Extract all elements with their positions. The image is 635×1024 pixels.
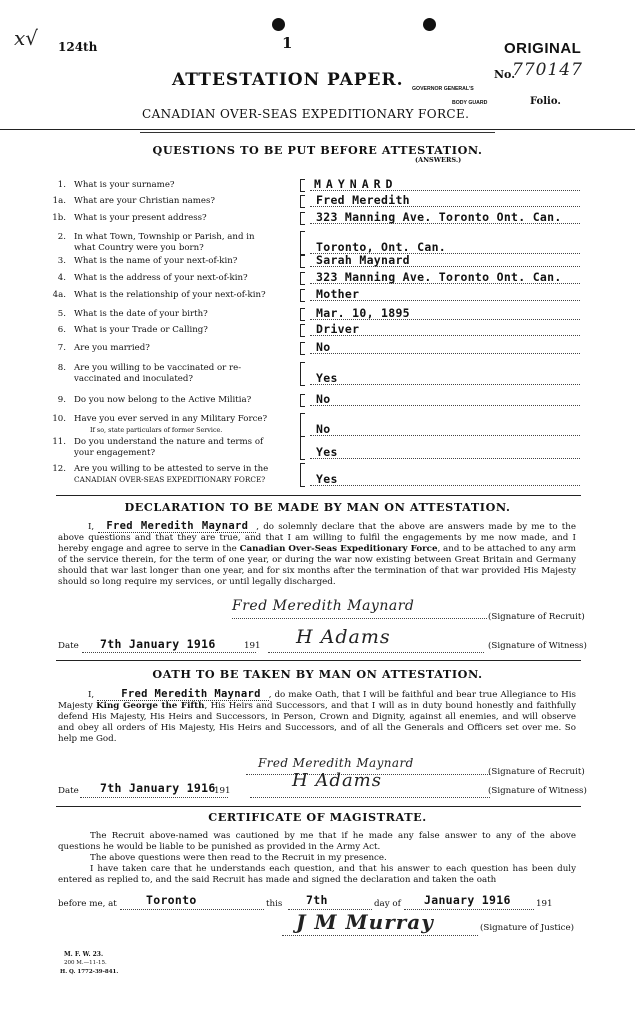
oath-text bbox=[58, 689, 576, 745]
question-number: 11. bbox=[52, 437, 66, 447]
question-number: 12. bbox=[52, 464, 66, 474]
declaration-text-2: , and to be attached to any arm of the service therein, for the term of one year, or during the war now existing between Great Britain and Germany should that war last longer than one year, and for six months after the termination of that war provided His Majesty should so long require my services, or until legally discharged. bbox=[58, 544, 576, 588]
answer-value: Yes bbox=[316, 371, 338, 385]
battalion-label: 124th bbox=[58, 40, 98, 54]
oath-heading: OATH TO BE TAKEN BY MAN ON ATTESTATION. bbox=[152, 667, 483, 681]
magistrate-para-3: I have taken care that he understands each question, and that his answer to each question has been duly entered as replied to, and the said Recruit has made and signed the declaration and taken the oath bbox=[58, 864, 576, 886]
magistrate-year-suffix: 191 bbox=[536, 899, 553, 909]
question-text-continued: what Country were you born? bbox=[74, 243, 204, 253]
oath-date-label: Date bbox=[58, 786, 79, 796]
oath-witness-signature: H Adams bbox=[292, 770, 382, 791]
question-text-continued: CANADIAN OVER-SEAS EXPEDITIONARY FORCE? bbox=[74, 475, 266, 484]
question-text: What is the relationship of your next-of-kin? bbox=[74, 290, 266, 300]
declaration-name: Fred Meredith Maynard bbox=[98, 520, 256, 533]
answer-value: No bbox=[316, 392, 331, 406]
answer-bracket bbox=[300, 231, 305, 255]
folio-label: Folio. bbox=[530, 96, 561, 107]
question-text: What is your present address? bbox=[74, 213, 207, 223]
answer-value: MAYNARD bbox=[314, 177, 398, 191]
number-label: No. bbox=[494, 68, 516, 81]
recruit-signature-label: (Signature of Recruit) bbox=[488, 612, 585, 622]
question-text: Are you married? bbox=[74, 343, 150, 353]
answer-value: Yes bbox=[316, 445, 338, 459]
answer-line bbox=[310, 384, 580, 385]
body-guard-line: BODY GUARD bbox=[452, 100, 488, 106]
header-rule bbox=[0, 129, 635, 130]
answer-line bbox=[310, 458, 580, 459]
answer-bracket bbox=[300, 308, 305, 321]
answer-value: Driver bbox=[316, 322, 360, 336]
witness-signature-line bbox=[268, 652, 484, 653]
answer-value: 323 Manning Ave. Toronto Ont. Can. bbox=[316, 210, 562, 224]
magistrate-day: 7th bbox=[306, 893, 328, 907]
recruit-signature: Fred Meredith Maynard bbox=[232, 598, 415, 614]
answer-bracket bbox=[300, 179, 305, 192]
question-number: 6. bbox=[57, 325, 66, 335]
magistrate-text bbox=[58, 831, 576, 886]
answer-bracket bbox=[300, 463, 305, 487]
punch-hole bbox=[423, 18, 436, 31]
answer-bracket bbox=[300, 342, 305, 355]
date-line bbox=[82, 652, 256, 653]
question-text: Have you ever served in any Military Force? bbox=[74, 414, 268, 424]
oath-king-name: King George the Fifth bbox=[96, 701, 205, 712]
question-text: What is your surname? bbox=[74, 180, 175, 190]
original-stamp: ORIGINAL bbox=[504, 40, 582, 57]
answer-value: Yes bbox=[316, 472, 338, 486]
answer-bracket bbox=[300, 212, 305, 225]
question-number: 2. bbox=[57, 232, 66, 242]
justice-signature-label: (Signature of Justice) bbox=[480, 923, 575, 933]
oath-witness-signature-line bbox=[250, 797, 490, 798]
question-text-continued: vaccinated and inoculated? bbox=[74, 374, 193, 384]
oath-recruit-signature: Fred Meredith Maynard bbox=[258, 756, 414, 770]
declaration-heading: DECLARATION TO BE MADE BY MAN ON ATTESTATION. bbox=[124, 500, 511, 514]
answer-value: No bbox=[316, 422, 331, 436]
oath-text-2: , His Heirs and Successors, and that I will as in duty bound honestly and faithfully defend His Majesty, His Heirs and Successors, in Person, Crown and Dignity, against all enemies, and will observe and obey all orders of His Majesty, His Heirs and Successors, and of all the Generals and Officers set over me. So help me God. bbox=[58, 701, 576, 745]
question-text: What is your Trade or Calling? bbox=[74, 325, 208, 335]
question-text: What is the name of your next-of-kin? bbox=[74, 256, 238, 266]
section-rule bbox=[56, 495, 581, 496]
question-number: 1. bbox=[57, 180, 66, 190]
witness-signature-label: (Signature of Witness) bbox=[488, 641, 587, 651]
header-rule-short bbox=[140, 132, 495, 133]
print-run: 200 M.—11-15. bbox=[64, 960, 107, 966]
question-text: Do you now belong to the Active Militia? bbox=[74, 395, 252, 405]
question-number: 4a. bbox=[52, 290, 66, 300]
governor-general-line: GOVERNOR GENERAL'S bbox=[412, 86, 474, 92]
oath-recruit-signature-label: (Signature of Recruit) bbox=[488, 767, 585, 777]
answer-bracket bbox=[300, 436, 305, 460]
answer-value: Sarah Maynard bbox=[316, 253, 410, 267]
answer-value: Mar. 10, 1895 bbox=[316, 306, 410, 320]
answer-bracket bbox=[300, 289, 305, 302]
punch-hole bbox=[272, 18, 285, 31]
question-number: 7. bbox=[57, 343, 66, 353]
magistrate-heading: CERTIFICATE OF MAGISTRATE. bbox=[208, 810, 427, 824]
oath-date-line bbox=[80, 797, 228, 798]
answer-line bbox=[310, 353, 580, 354]
justice-signature-line bbox=[282, 935, 478, 936]
answer-bracket bbox=[300, 255, 305, 268]
magistrate-place: Toronto bbox=[146, 893, 197, 907]
witness-signature: H Adams bbox=[296, 626, 391, 648]
question-number: 5. bbox=[57, 309, 66, 319]
answer-line bbox=[310, 435, 580, 436]
year-suffix: 191 bbox=[244, 641, 261, 651]
document-title: ATTESTATION PAPER. bbox=[172, 70, 404, 90]
oath-year-suffix: 191 bbox=[214, 786, 231, 796]
question-text: What are your Christian names? bbox=[74, 196, 216, 206]
question-text-continued: your engagement? bbox=[74, 448, 156, 458]
regimental-number: 770147 bbox=[512, 60, 583, 80]
answer-bracket bbox=[300, 324, 305, 337]
question-number: 1a. bbox=[52, 196, 66, 206]
answer-bracket bbox=[300, 394, 305, 407]
magistrate-month-year: January 1916 bbox=[424, 893, 511, 907]
date-label: Date bbox=[58, 641, 79, 651]
answer-line bbox=[310, 485, 580, 486]
answer-value: No bbox=[316, 340, 331, 354]
question-number: 9. bbox=[57, 395, 66, 405]
oath-date: 7th January 1916 bbox=[100, 781, 216, 795]
question-number: 3. bbox=[57, 256, 66, 266]
question-text: Are you willing to be vaccinated or re- bbox=[74, 363, 242, 373]
section-rule bbox=[56, 660, 581, 661]
form-code: M. F. W. 23. bbox=[64, 951, 104, 958]
document-subtitle: CANADIAN OVER-SEAS EXPEDITIONARY FORCE. bbox=[142, 107, 470, 121]
question-text: What is the date of your birth? bbox=[74, 309, 208, 319]
question-number: 4. bbox=[57, 273, 66, 283]
declaration-prefix: I, bbox=[88, 522, 95, 532]
declaration-text bbox=[58, 521, 576, 589]
this-label: this bbox=[266, 899, 283, 909]
answer-bracket bbox=[300, 413, 305, 437]
questions-heading: QUESTIONS TO BE PUT BEFORE ATTESTATION. bbox=[152, 143, 483, 157]
magistrate-para-1: The Recruit above-named was cautioned by me that if he made any false answer to any of the above questions he would be liable to be punished as provided in the Army Act. bbox=[58, 831, 576, 853]
answer-bracket bbox=[300, 272, 305, 285]
answer-value: 323 Manning Ave. Toronto Ont. Can. bbox=[316, 270, 562, 284]
oath-witness-signature-label: (Signature of Witness) bbox=[488, 786, 587, 796]
question-number: 8. bbox=[57, 363, 66, 373]
question-text: What is the address of your next-of-kin? bbox=[74, 273, 248, 283]
declaration-date: 7th January 1916 bbox=[100, 637, 216, 651]
answer-line bbox=[310, 405, 580, 406]
magistrate-para-2: The above questions were then read to the Recruit in my presence. bbox=[90, 853, 387, 864]
answer-value: Mother bbox=[316, 287, 360, 301]
declaration-text-1: , do solemnly declare that the above are answers made by me to the above questions and that they are true, and that I am willing to fulfil the engagements by me now made, and I hereby engage and agree to serve in the bbox=[58, 522, 576, 555]
question-number: 10. bbox=[52, 414, 66, 424]
place-line bbox=[120, 909, 264, 910]
question-text-continued: If so, state particulars of former Service. bbox=[90, 426, 223, 434]
corner-mark: x√ bbox=[14, 26, 39, 50]
oath-prefix: I, bbox=[88, 690, 95, 700]
question-text: Are you willing to be attested to serve in the bbox=[74, 464, 269, 474]
answers-label: (ANSWERS.) bbox=[415, 156, 462, 164]
answer-value: Fred Meredith bbox=[316, 193, 410, 207]
before-me-label: before me, at bbox=[58, 899, 117, 909]
oath-name: Fred Meredith Maynard bbox=[97, 688, 269, 701]
answer-bracket bbox=[300, 362, 305, 386]
recruit-signature-line bbox=[232, 618, 487, 619]
declaration-force-name: Canadian Over-Seas Expeditionary Force bbox=[239, 544, 438, 555]
question-text: Do you understand the nature and terms of bbox=[74, 437, 264, 447]
section-rule bbox=[56, 806, 581, 807]
oath-text-1: , do make Oath, that I will be faithful and bear true Allegiance to His Majesty bbox=[58, 690, 576, 712]
answer-bracket bbox=[300, 195, 305, 208]
day-of-label: day of bbox=[374, 899, 401, 909]
sheet-number: 1 bbox=[282, 34, 293, 52]
question-number: 1b. bbox=[52, 213, 66, 223]
answer-value: Toronto, Ont. Can. bbox=[316, 240, 447, 254]
hq-code: H. Q. 1772-39-841. bbox=[60, 969, 119, 975]
justice-signature: J M Murray bbox=[296, 910, 434, 934]
question-text: In what Town, Township or Parish, and in bbox=[74, 232, 255, 242]
